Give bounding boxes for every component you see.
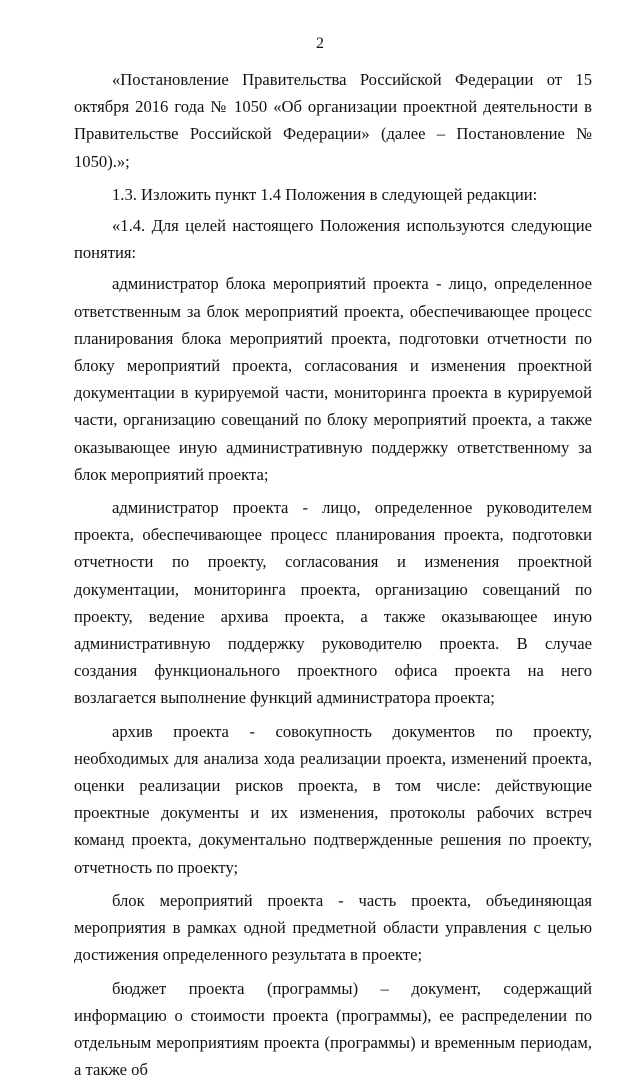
paragraph-definition-project-budget: бюджет проекта (программы) – документ, содержащий информацию о стоимости проекта (программы), ее распределении по отдельным мероприятиям проекта (программы) и временным периодам, а также об bbox=[74, 978, 592, 1080]
paragraph-definition-block-administrator: администратор блока мероприятий проекта - лицо, определенное ответственным за блок мероприятий проекта, обеспечивающее процесс планирования блока мероприятий проекта, подготовки отчетности по блоку мероприятий проекта, согласования и изменения проектной документации в курируемой части, мониторинга проекта в курируемой части, организацию совещаний по блоку мероприятий проекта, а также оказывающее иную административную поддержку ответственному за блок мероприятий проекта; bbox=[74, 274, 592, 484]
page-number: 2 bbox=[316, 35, 324, 52]
paragraph-definition-project-archive: архив проекта - совокупность документов по проекту, необходимых для анализа хода реализации проекта, изменений проекта, оценки реализации рисков проекта, в том числе: действующие проектные документы и их изменения, протоколы рабочих встреч команд проекта, документально подтвержденные решения по проекту, отчетность по проекту; bbox=[74, 721, 592, 877]
paragraph-definition-project-administrator: администратор проекта - лицо, определенное руководителем проекта, обеспечивающее процесс планирования проекта, подготовки отчетности по проекту, согласования и изменения проектной документации, мониторинга проекта, организацию совещаний по проекту, ведение архива проекта, а также оказывающее иную административную поддержку руководителю проекта. В случае создания функционального проектного офиса проекта на него возлагается выполнение функций администратора проекта; bbox=[74, 498, 592, 708]
paragraph-definitions-intro: «1.4. Для целей настоящего Положения используются следующие понятия: bbox=[74, 216, 592, 263]
paragraph-resolution-reference: «Постановление Правительства Российской Федерации от 15 октября 2016 года № 1050 «Об организации проектной деятельности в Правительстве Российской Федерации» (далее – Постановление № 1050).»; bbox=[74, 70, 592, 171]
paragraph-definition-activity-block: блок мероприятий проекта - часть проекта, объединяющая мероприятия в рамках одной предметной области управления с целью достижения определенного результата в проекте; bbox=[74, 890, 592, 965]
document-body bbox=[74, 66, 592, 1089]
paragraph-amendment-instruction: 1.3. Изложить пункт 1.4 Положения в следующей редакции: bbox=[112, 184, 538, 204]
